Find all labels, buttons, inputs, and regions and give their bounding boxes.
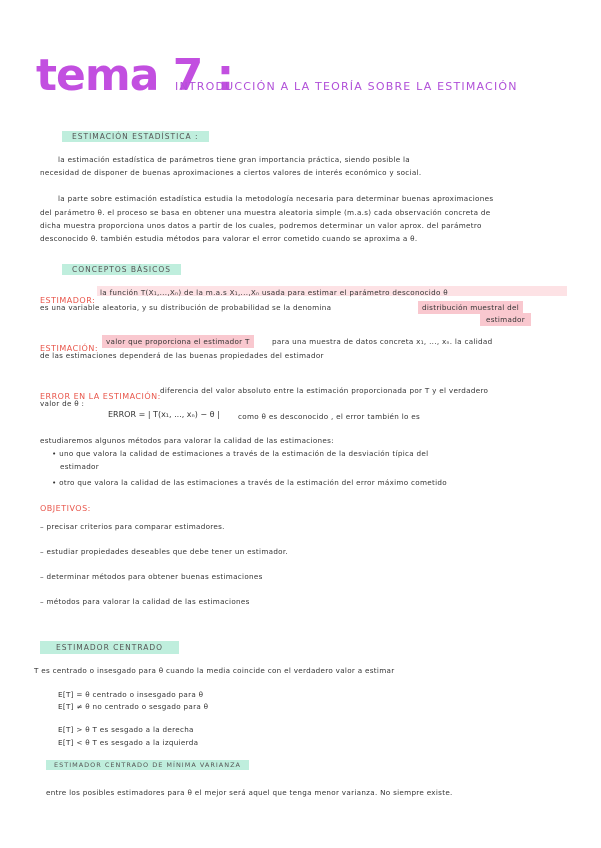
- paragraph-line: como θ es desconocido , el error también lo es: [238, 412, 421, 421]
- paragraph-line: del parámetro θ. el proceso se basa en obtener una muestra aleatoria simple (m.a.s) cada observación concreta de: [40, 208, 491, 217]
- list-item: – determinar métodos para obtener buenas estimaciones: [40, 572, 263, 581]
- paragraph-line: la función T(X₁,...,Xₙ) de la m.a.s X₁,...,Xₙ usada para estimar el parámetro desconocido θ: [100, 288, 448, 297]
- condition-line: E[T] = θ centrado o insesgado para θ: [58, 690, 204, 699]
- condition-line: E[T] < θ T es sesgado a la izquierda: [58, 738, 199, 747]
- page-title: tema 7 :: [36, 50, 234, 101]
- term-estimador: ESTIMADOR:: [40, 296, 96, 305]
- paragraph-line: la parte sobre estimación estadística estudia la metodología necesaria para determinar buenas aproximaciones: [58, 194, 494, 203]
- bullet-item: • uno que valora la calidad de estimaciones a través de la estimación de la desviación típica del: [52, 449, 429, 458]
- term-error: ERROR EN LA ESTIMACIÓN:: [40, 392, 161, 401]
- objetivos-heading: OBJETIVOS:: [40, 504, 91, 513]
- paragraph-line: dicha muestra proporciona unos datos a partir de los cuales, podremos determinar un valor aprox. del parámetro: [40, 221, 482, 230]
- bullet-item-continued: estimador: [60, 462, 100, 471]
- condition-line: E[T] ≠ θ no centrado o sesgado para θ: [58, 702, 209, 711]
- paragraph-line: T es centrado o insesgado para θ cuando la media coincide con el verdadero valor a estimar: [34, 666, 395, 675]
- highlighted-term: estimador: [480, 313, 531, 326]
- paragraph-line: la estimación estadística de parámetros tiene gran importancia práctica, siendo posible la: [58, 155, 411, 164]
- bullet-item: • otro que valora la calidad de las estimaciones a través de la estimación del error máximo cometido: [52, 478, 447, 487]
- section-heading-centrado: ESTIMADOR CENTRADO: [40, 641, 179, 654]
- paragraph-line: estudiaremos algunos métodos para valorar la calidad de las estimaciones:: [40, 436, 334, 445]
- list-item: – precisar criterios para comparar estimadores.: [40, 522, 225, 531]
- term-estimacion: ESTIMACIÓN:: [40, 344, 99, 353]
- paragraph-line: necesidad de disponer de buenas aproximaciones a ciertos valores de interés económico y social.: [40, 168, 422, 177]
- paragraph-line: para una muestra de datos concreta x₁, ..., xₙ. la calidad: [272, 337, 493, 346]
- paragraph-line: de las estimaciones dependerá de las buenas propiedades del estimador: [40, 351, 324, 360]
- condition-line: E[T] > θ T es sesgado a la derecha: [58, 725, 194, 734]
- paragraph-line: es una variable aleatoria, y su distribución de probabilidad se la denomina: [40, 303, 332, 312]
- paragraph-line: desconocido θ. también estudia métodos para valorar el error cometido cuando se aproxima a θ.: [40, 234, 418, 243]
- section-heading-estimacion: ESTIMACIÓN ESTADÍSTICA :: [62, 131, 209, 142]
- paragraph-line: valor de θ :: [40, 399, 85, 408]
- highlighted-term: valor que proporciona el estimador T: [102, 335, 254, 348]
- paragraph-line: diferencia del valor absoluto entre la estimación proporcionada por T y el verdadero: [160, 386, 489, 395]
- section-heading-conceptos: CONCEPTOS BÁSICOS: [62, 264, 181, 275]
- section-heading-minima-varianza: ESTIMADOR CENTRADO DE MÍNIMA VARIANZA: [46, 760, 249, 770]
- paragraph-line: entre los posibles estimadores para θ el mejor será aquel que tenga menor varianza. No siempre existe.: [46, 788, 453, 797]
- highlighted-term: distribución muestral del: [418, 301, 523, 314]
- list-item: – estudiar propiedades deseables que debe tener un estimador.: [40, 547, 289, 556]
- page-subtitle: INTRODUCCIÓN A LA TEORÍA SOBRE LA ESTIMACIÓN: [175, 80, 518, 93]
- list-item: – métodos para valorar la calidad de las estimaciones: [40, 597, 250, 606]
- error-formula: ERROR = | T(x₁, ..., xₙ) − θ |: [108, 410, 220, 419]
